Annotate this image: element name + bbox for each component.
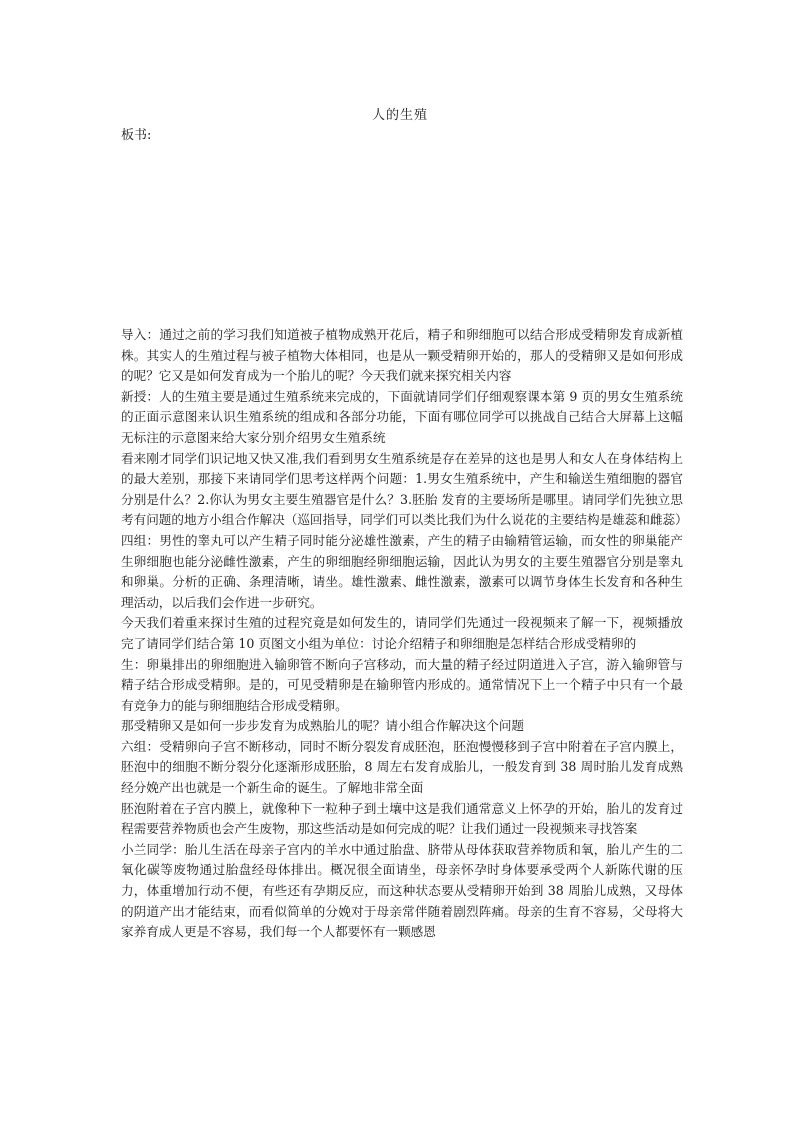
paragraph-new-lesson: 新授：人的生殖主要是通过生殖系统来完成的，下面就请同学们仔细观察课本第 9 页的男女生殖系统的正面示意图来认识生殖系统的组成和各部分功能，下面有哪位同学可以挑战自己结合大屏幕上这幅无标注的示意图来给大家分别介绍男女生殖系统 <box>121 388 683 445</box>
paragraph-video-one: 今天我们着重来探讨生殖的过程究竟是如何发生的，请同学们先通过一段视频来了解一下，视频播放完了请同学们结合第 10 页图文小组为单位：讨论介绍精子和卵细胞是怎样结合形成受精卵的 <box>121 615 683 651</box>
document-title: 人的生殖 <box>371 108 428 123</box>
document-body <box>121 325 688 943</box>
paragraph-video-two: 胚泡附着在子宫内膜上，就像种下一粒种子到土壤中这是我们通常意义上怀孕的开始，胎儿的发育过程需要营养物质也会产生废物，那这些活动是如何完成的呢？让我们通过一段视频来寻找答案 <box>121 800 683 837</box>
paragraph-questions: 看来刚才同学们识记地又快又准,我们看到男女生殖系统是存在差异的这也是男人和女人在身体结构上的最大差别，那接下来请同学们思考这样两个问题：1.男女生殖系统中，产生和输送生殖细胞的器官分别是什么？2.你认为男女主要生殖器官是什么？3.胚胎 发育的主要场所是哪里。请同学们先独立思考有问题的地方小组合作解决（巡回指导，同学们可以类比我们为什么说花的主要结构是雄蕊和雌蕊） <box>121 450 688 528</box>
paragraph-xiaolan: 小兰同学：胎儿生活在母亲子宫内的羊水中通过胎盘、脐带从母体获取营养物质和氧，胎儿产生的二氧化碳等废物通过胎盘经母体排出。概况很全面请坐，母亲怀孕时身体要承受两个人新陈代谢的压力，体重增加行动不便，有些还有孕期反应，而这种状态要从受精卵开始到 38 周胎儿成熟，又母体的阴道产出才能结束，而看似简单的分娩对于母亲常伴随着剧烈阵痛。母亲的生育不容易，父母将大家养育成人更是不容易，我们每一个人都要怀有一颗感恩 <box>121 841 683 940</box>
paragraph-group-six: 六组：受精卵向子宫不断移动，同时不断分裂发育成胚泡，胚泡慢慢移到子宫中附着在子宫内膜上，胚泡中的细胞不断分裂分化逐渐形成胚胎，8 周左右发育成胎儿，一般发育到 38 周时胎儿发育成熟经分娩产出也就是一个新生命的诞生。了解地非常全面 <box>121 738 683 796</box>
paragraph-student-answer: 生：卵巢排出的卵细胞进入输卵管不断向子宫移动，而大量的精子经过阴道进入子宫，游入输卵管与精子结合形成受精卵。是的，可见受精卵是在输卵管内形成的。通常情况下上一个精子中只有一个最有竞争力的能与卵细胞结合形成受精卵。 <box>121 656 683 713</box>
paragraph-development-question: 那受精卵又是如何一步步发育为成熟胎儿的呢？请小组合作解决这个问题 <box>121 718 524 734</box>
board-label: 板书: <box>121 128 152 143</box>
paragraph-group-four: 四组：男性的睾丸可以产生精子同时能分泌雄性激素，产生的精子由输精管运输，而女性的卵巢能产生卵细胞也能分泌雌性激素，产生的卵细胞经卵细胞运输，因此认为男女的主要生殖器官分别是睾丸和卵巢。分析的正确、条理清晰，请坐。雄性激素、雌性激素，激素可以调节身体生长发育和各种生理活动，以后我们会作进一步研究。 <box>121 532 683 610</box>
paragraph-intro: 导入：通过之前的学习我们知道被子植物成熟开花后，精子和卵细胞可以结合形成受精卵发育成新植株。其实人的生殖过程与被子植物大体相同，也是从一颗受精卵开始的，那人的受精卵又是如何形成的呢？它又是如何发育成为一个胎儿的呢？今天我们就来探究相关内容 <box>121 327 683 384</box>
